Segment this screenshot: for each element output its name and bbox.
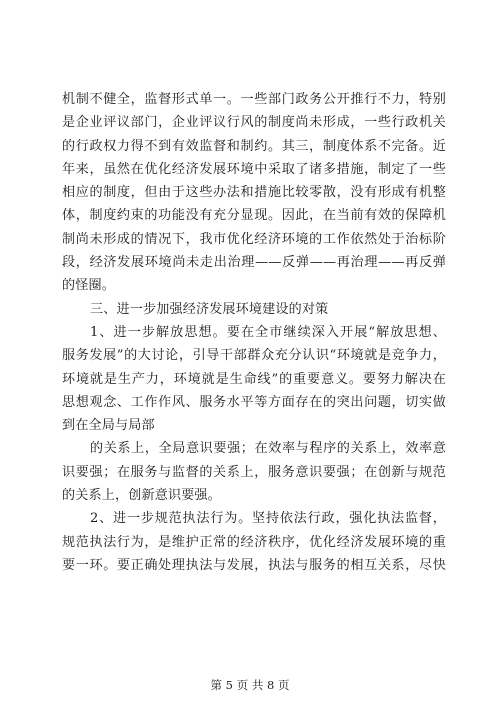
text-line: 环境就是生产力，环境就是生命线”的重要意义。要努力解决在	[62, 371, 446, 387]
text-line: 体，制度约束的功能没有充分显现。因此，在当前有效的保障机	[62, 208, 446, 224]
text-line: 的怪圈。	[62, 278, 115, 294]
text-line: 机制不健全，监督形式单一。一些部门政务公开推行不力，特别	[62, 92, 446, 107]
section-heading	[62, 298, 446, 321]
paragraph-awareness-relations	[62, 437, 446, 507]
text-line: 的行政权力得不到有效监督和制约。其三，制度体系不完备。近	[62, 138, 446, 154]
text-line: 思想观念、工作作风、服务水平等方面存在的突出问题，切实做	[62, 394, 446, 410]
text-line: 2、进一步规范执法行为。坚持依法行政，强化执法监督，	[90, 511, 446, 527]
text-line: 识要强；在服务与监督的关系上，服务意识要强；在创新与规范	[62, 464, 446, 480]
text-line: 的关系上，全局意识要强；在效率与程序的关系上，效率意	[90, 441, 446, 457]
text-line: 1、进一步解放思想。要在全市继续深入开展“解放思想、	[90, 324, 446, 340]
text-line: 段，经济发展环境尚未走出治理——反弹——再治理——再反弹	[62, 255, 446, 271]
text-line: 年来，虽然在优化经济发展环境中采取了诸多措施，制定了一些	[62, 161, 446, 177]
paragraph-liberate-thinking	[62, 321, 446, 437]
text-line: 制尚未形成的情况下，我市优化经济环境的工作依然处于治标阶	[62, 231, 446, 247]
text-line: 服务发展”的大讨论，引导干部群众充分认识“环境就是竞争力，	[62, 348, 446, 364]
text-line: 相应的制度，但由于这些办法和措施比较零散，没有形成有机整	[62, 185, 446, 201]
text-line: 规范执法行为，是维护正常的经济秩序，优化经济发展环境的重	[62, 534, 446, 550]
text-line: 的关系上，创新意识要强。	[62, 488, 221, 504]
text-line: 到在全局与局部	[62, 418, 155, 434]
document-body	[62, 88, 446, 577]
paragraph-regulate-enforcement	[62, 507, 446, 577]
text-line: 要一环。要正确处理执法与发展，执法与服务的相互关系，尽快	[62, 557, 446, 573]
text-line: 是企业评议部门，企业评议行风的制度尚未形成，一些行政机关	[62, 115, 446, 131]
page-number-footer: 第 5 页 共 8 页	[210, 678, 290, 692]
section-heading-text: 三、进一步加强经济发展环境建设的对策	[90, 301, 329, 317]
paragraph-institutional-weakness	[62, 88, 446, 298]
